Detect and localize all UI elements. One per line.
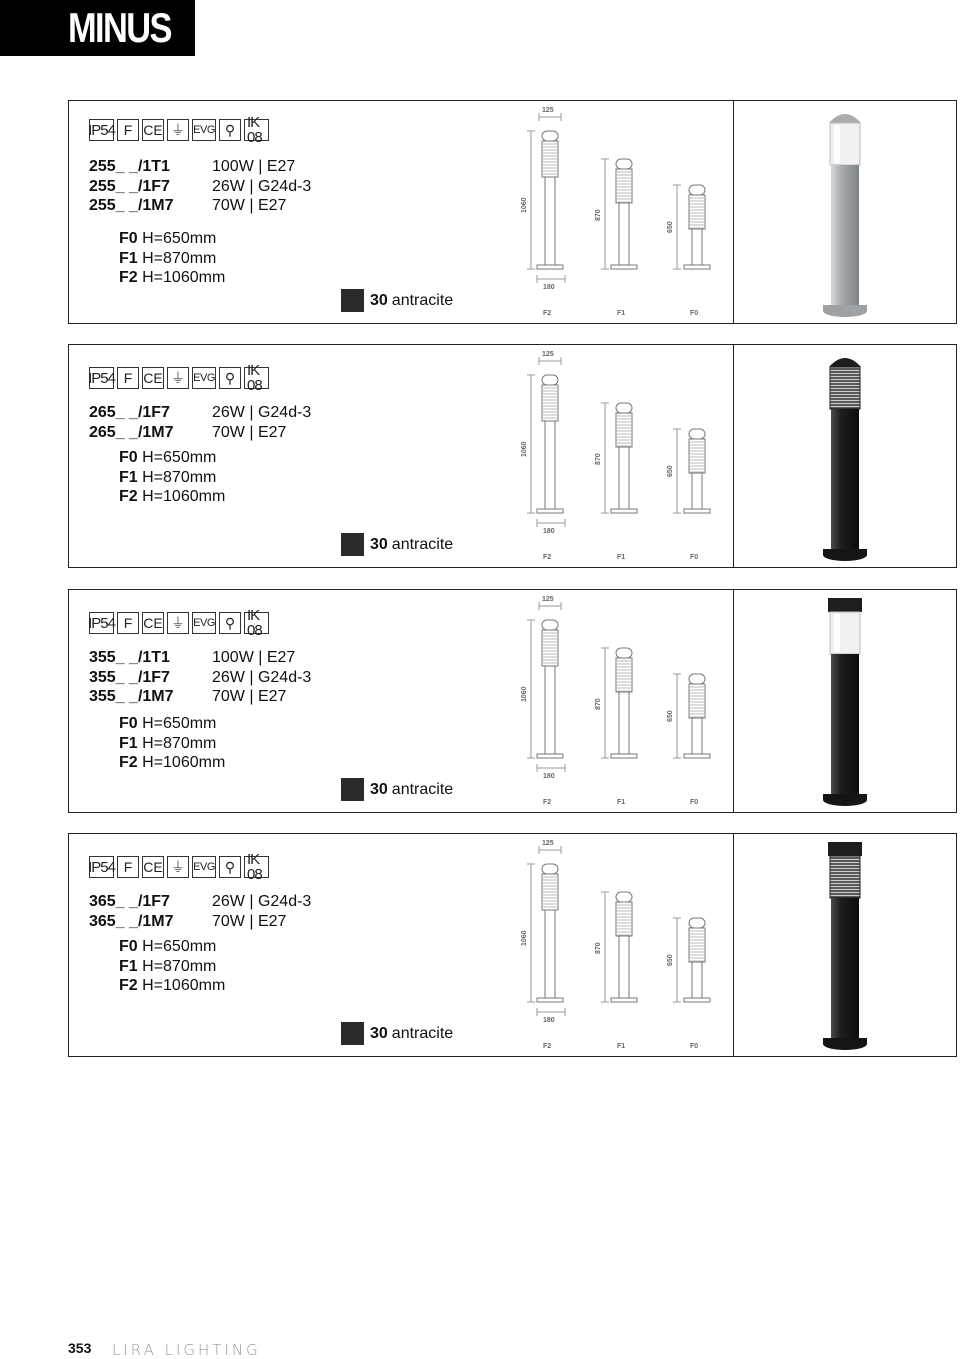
height-f2-label: 1060 <box>521 686 528 702</box>
product-block <box>68 589 957 813</box>
product-codes <box>89 157 311 216</box>
product-codes <box>89 892 311 931</box>
height-options <box>119 229 225 288</box>
ce-mark-icon: CE <box>142 612 164 634</box>
height-value: H=650mm <box>142 715 217 732</box>
certification-icons <box>88 851 269 883</box>
color-name: antracite <box>391 780 454 798</box>
ip54-icon: IP54 <box>89 856 114 878</box>
code-row <box>89 403 311 423</box>
product-spec: 26W | G24d-3 <box>212 668 312 686</box>
f2-label: F2 <box>543 799 552 806</box>
height-key: F0 <box>119 715 138 732</box>
product-spec: 70W | E27 <box>212 423 287 441</box>
photo-divider <box>733 345 734 567</box>
f0-label: F0 <box>690 799 699 806</box>
technical-drawing <box>509 345 731 567</box>
f0-label: F0 <box>690 554 699 561</box>
fixture-symbol-icon: ⚲ <box>219 612 241 634</box>
product-spec: 70W | E27 <box>212 912 287 930</box>
f2-label: F2 <box>543 1043 552 1050</box>
height-key: F0 <box>119 449 138 466</box>
height-f1-label: 870 <box>595 942 602 954</box>
product-spec: 70W | E27 <box>212 197 287 214</box>
code-row <box>89 892 311 912</box>
height-f2-label: 1060 <box>521 930 528 946</box>
page-number: 353 <box>68 1340 92 1356</box>
height-f0-label: 650 <box>667 710 674 722</box>
section-title-bar <box>0 0 195 56</box>
f0-label: F0 <box>690 310 699 317</box>
product-spec: 100W | E27 <box>212 649 296 666</box>
photo-divider <box>733 590 734 812</box>
ce-mark-icon: CE <box>142 856 164 878</box>
code-row <box>89 668 311 688</box>
height-key: F1 <box>119 957 138 975</box>
top-width-label: 125 <box>542 107 554 114</box>
base-width-label: 180 <box>543 528 555 535</box>
fixture-symbol-icon: ⚲ <box>219 367 241 389</box>
height-f2-label: 1060 <box>521 441 528 457</box>
height-row <box>119 976 225 996</box>
f-mark-icon: F <box>117 367 139 389</box>
top-width-label: 125 <box>542 596 554 603</box>
bollard-photo <box>735 345 956 567</box>
height-row <box>119 957 225 977</box>
code-row <box>89 912 311 932</box>
certification-icons <box>88 607 269 639</box>
height-value: H=650mm <box>142 449 217 466</box>
product-spec: 70W | E27 <box>212 688 287 705</box>
fixture-symbol-icon: ⚲ <box>219 119 241 141</box>
height-key: F1 <box>119 468 138 486</box>
f2-label: F2 <box>543 554 552 561</box>
code-row <box>89 157 311 177</box>
height-options <box>119 714 225 773</box>
product-code: 355_ _/1F7 <box>89 668 170 686</box>
bollard-photo <box>735 590 956 812</box>
product-spec: 26W | G24d-3 <box>212 893 312 910</box>
color-code: 30 <box>370 291 388 309</box>
height-key: F2 <box>119 488 138 505</box>
color-option <box>341 533 453 556</box>
dimension-drawing <box>509 834 731 1056</box>
height-value: H=650mm <box>142 938 217 955</box>
code-row <box>89 648 311 668</box>
fixture-symbol-icon: ⚲ <box>219 856 241 878</box>
product-code: 255_ _/1M7 <box>89 197 174 214</box>
bollard-photo <box>735 834 956 1056</box>
height-value: H=1060mm <box>142 488 226 505</box>
top-width-label: 125 <box>542 351 554 358</box>
code-row <box>89 196 311 216</box>
product-code: 355_ _/1T1 <box>89 649 170 666</box>
earth-ground-icon: ⏚ <box>167 856 189 878</box>
color-code: 30 <box>370 780 388 798</box>
height-key: F2 <box>119 269 138 286</box>
product-spec: 26W | G24d-3 <box>212 177 312 195</box>
code-row <box>89 423 311 443</box>
f-mark-icon: F <box>117 612 139 634</box>
height-value: H=870mm <box>142 249 217 267</box>
section-title: MINUS <box>68 4 171 51</box>
evg-icon: EVG <box>192 856 216 878</box>
color-code: 30 <box>370 535 388 553</box>
color-swatch <box>341 1022 364 1045</box>
product-block <box>68 344 957 568</box>
height-value: H=870mm <box>142 734 217 752</box>
product-code: 255_ _/1T1 <box>89 158 170 175</box>
earth-ground-icon: ⏚ <box>167 119 189 141</box>
photo-divider <box>733 101 734 323</box>
product-codes <box>89 403 311 442</box>
ik08-icon: IK 08 <box>244 367 269 389</box>
ce-mark-icon: CE <box>142 119 164 141</box>
f0-label: F0 <box>690 1043 699 1050</box>
base-width-label: 180 <box>543 284 555 291</box>
color-code: 30 <box>370 1024 388 1042</box>
ik08-icon: IK 08 <box>244 612 269 634</box>
height-row <box>119 487 225 507</box>
height-key: F2 <box>119 977 138 994</box>
color-name: antracite <box>391 291 454 309</box>
f1-label: F1 <box>617 310 626 317</box>
product-code: 365_ _/1M7 <box>89 912 174 930</box>
height-value: H=1060mm <box>142 269 226 286</box>
f2-label: F2 <box>543 310 552 317</box>
technical-drawing <box>509 101 731 323</box>
product-block <box>68 833 957 1057</box>
color-option <box>341 1022 453 1045</box>
dimension-drawing <box>509 590 731 812</box>
height-f1-label: 870 <box>595 453 602 465</box>
product-code: 355_ _/1M7 <box>89 688 174 705</box>
height-row <box>119 448 225 468</box>
product-code: 255_ _/1F7 <box>89 177 170 195</box>
dimension-drawing <box>509 345 731 567</box>
brand-name: LIRA LIGHTING <box>112 1341 261 1359</box>
technical-drawing <box>509 590 731 812</box>
height-row <box>119 468 225 488</box>
height-row <box>119 937 225 957</box>
product-block <box>68 100 957 324</box>
color-swatch <box>341 533 364 556</box>
height-row <box>119 714 225 734</box>
code-row <box>89 687 311 707</box>
product-spec: 100W | E27 <box>212 158 296 175</box>
product-photo <box>735 834 956 1056</box>
product-code: 265_ _/1M7 <box>89 423 174 441</box>
product-photo <box>735 345 956 567</box>
product-code: 265_ _/1F7 <box>89 404 170 421</box>
height-value: H=1060mm <box>142 977 226 994</box>
height-value: H=870mm <box>142 468 217 486</box>
earth-ground-icon: ⏚ <box>167 612 189 634</box>
height-options <box>119 448 225 507</box>
photo-divider <box>733 834 734 1056</box>
top-width-label: 125 <box>542 840 554 847</box>
height-value: H=650mm <box>142 230 217 247</box>
height-f0-label: 650 <box>667 954 674 966</box>
height-f0-label: 650 <box>667 465 674 477</box>
height-f0-label: 650 <box>667 221 674 233</box>
f-mark-icon: F <box>117 856 139 878</box>
height-row <box>119 229 225 249</box>
color-swatch <box>341 778 364 801</box>
height-f1-label: 870 <box>595 698 602 710</box>
evg-icon: EVG <box>192 119 216 141</box>
earth-ground-icon: ⏚ <box>167 367 189 389</box>
product-photo <box>735 590 956 812</box>
product-code: 365_ _/1F7 <box>89 893 170 910</box>
ip54-icon: IP54 <box>89 367 114 389</box>
certification-icons <box>88 114 269 146</box>
height-key: F0 <box>119 230 138 247</box>
height-row <box>119 734 225 754</box>
height-key: F1 <box>119 249 138 267</box>
height-row <box>119 268 225 288</box>
ip54-icon: IP54 <box>89 612 114 634</box>
ik08-icon: IK 08 <box>244 856 269 878</box>
product-spec: 26W | G24d-3 <box>212 404 312 421</box>
height-f2-label: 1060 <box>521 197 528 213</box>
base-width-label: 180 <box>543 1017 555 1024</box>
evg-icon: EVG <box>192 612 216 634</box>
product-codes <box>89 648 311 707</box>
height-options <box>119 937 225 996</box>
product-photo <box>735 101 956 323</box>
height-f1-label: 870 <box>595 209 602 221</box>
code-row <box>89 177 311 197</box>
height-key: F0 <box>119 938 138 955</box>
color-name: antracite <box>391 535 454 553</box>
height-key: F2 <box>119 754 138 771</box>
certification-icons <box>88 362 269 394</box>
ce-mark-icon: CE <box>142 367 164 389</box>
height-row <box>119 753 225 773</box>
f1-label: F1 <box>617 1043 626 1050</box>
evg-icon: EVG <box>192 367 216 389</box>
ip54-icon: IP54 <box>89 119 114 141</box>
ik08-icon: IK 08 <box>244 119 269 141</box>
color-option <box>341 778 453 801</box>
base-width-label: 180 <box>543 773 555 780</box>
color-option <box>341 289 453 312</box>
f1-label: F1 <box>617 554 626 561</box>
f1-label: F1 <box>617 799 626 806</box>
height-row <box>119 249 225 269</box>
height-key: F1 <box>119 734 138 752</box>
height-value: H=1060mm <box>142 754 226 771</box>
height-value: H=870mm <box>142 957 217 975</box>
bollard-photo <box>735 101 956 323</box>
color-swatch <box>341 289 364 312</box>
f-mark-icon: F <box>117 119 139 141</box>
technical-drawing <box>509 834 731 1056</box>
color-name: antracite <box>391 1024 454 1042</box>
dimension-drawing <box>509 101 731 323</box>
